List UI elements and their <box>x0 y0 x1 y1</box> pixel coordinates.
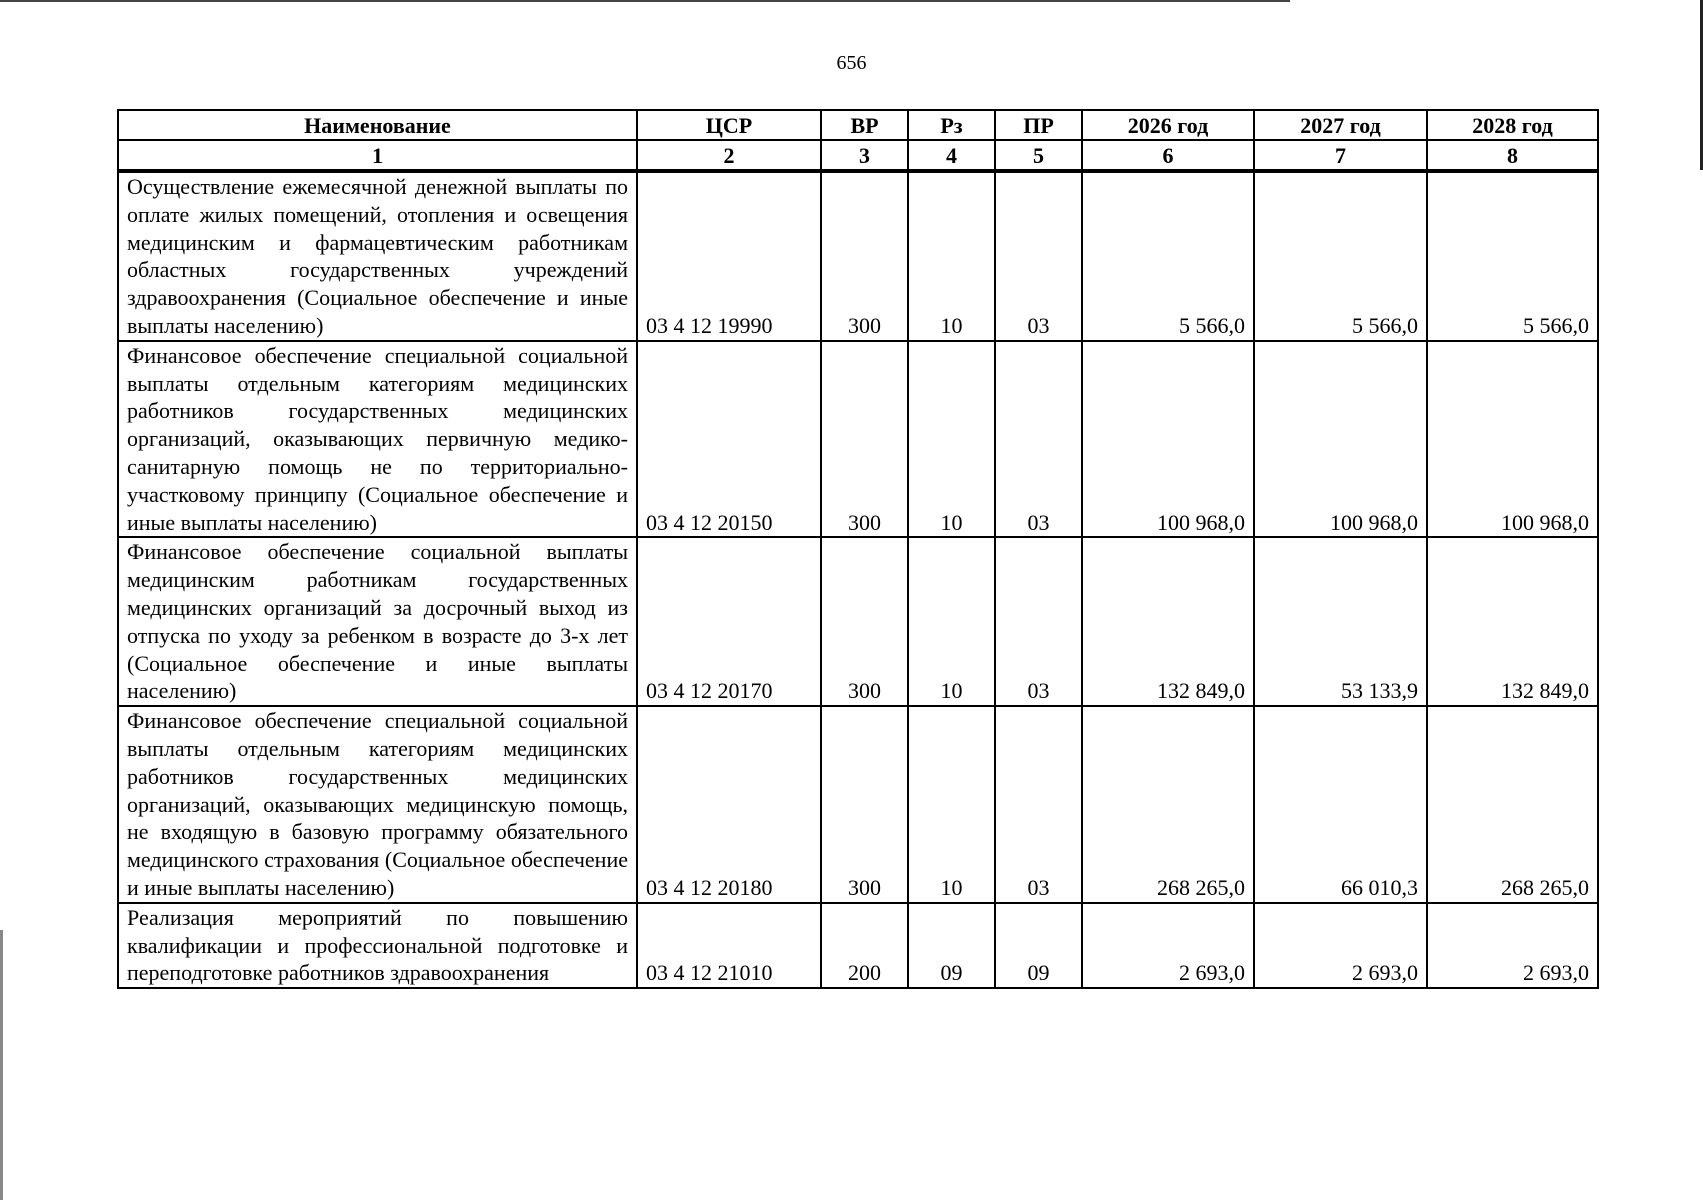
row-amount-2027: 2 693,0 <box>1254 903 1427 988</box>
row-csr: 03 4 12 21010 <box>637 903 821 988</box>
row-csr: 03 4 12 20170 <box>637 537 821 706</box>
row-rz: 10 <box>908 171 995 341</box>
row-pr: 03 <box>995 341 1082 538</box>
row-vr: 300 <box>821 706 908 903</box>
column-number: 4 <box>908 140 995 171</box>
column-number: 8 <box>1427 140 1598 171</box>
header-2026: 2026 год <box>1082 110 1254 140</box>
row-amount-2028: 100 968,0 <box>1427 341 1598 538</box>
row-amount-2027: 100 968,0 <box>1254 341 1427 538</box>
row-amount-2027: 53 133,9 <box>1254 537 1427 706</box>
budget-table <box>117 109 1599 989</box>
table-row <box>118 341 1598 538</box>
row-vr: 300 <box>821 171 908 341</box>
row-amount-2028: 132 849,0 <box>1427 537 1598 706</box>
header-name: Наименование <box>118 110 637 140</box>
row-csr: 03 4 12 20150 <box>637 341 821 538</box>
scan-edge-left <box>0 930 3 1200</box>
row-pr: 09 <box>995 903 1082 988</box>
page-number: 656 <box>836 52 867 74</box>
row-name: Реализация мероприятий по повышению квалификации и профессиональной подготовке и переподготовке работников здравоохранения <box>118 903 637 988</box>
table-row <box>118 171 1598 341</box>
row-amount-2026: 5 566,0 <box>1082 171 1254 341</box>
row-amount-2026: 268 265,0 <box>1082 706 1254 903</box>
column-number: 5 <box>995 140 1082 171</box>
column-number-row <box>118 140 1598 171</box>
row-rz: 10 <box>908 706 995 903</box>
row-amount-2026: 100 968,0 <box>1082 341 1254 538</box>
row-rz: 09 <box>908 903 995 988</box>
column-number: 6 <box>1082 140 1254 171</box>
row-amount-2026: 2 693,0 <box>1082 903 1254 988</box>
row-pr: 03 <box>995 537 1082 706</box>
header-csr: ЦСР <box>637 110 821 140</box>
row-amount-2028: 2 693,0 <box>1427 903 1598 988</box>
row-vr: 300 <box>821 341 908 538</box>
header-row <box>118 110 1598 140</box>
table-row <box>118 537 1598 706</box>
row-amount-2027: 5 566,0 <box>1254 171 1427 341</box>
row-rz: 10 <box>908 537 995 706</box>
row-rz: 10 <box>908 341 995 538</box>
row-pr: 03 <box>995 171 1082 341</box>
header-pr: ПР <box>995 110 1082 140</box>
row-vr: 300 <box>821 537 908 706</box>
column-number: 3 <box>821 140 908 171</box>
table-row <box>118 903 1598 988</box>
row-name: Осуществление ежемесячной денежной выплаты по оплате жилых помещений, отопления и освещения медицинским и фармацевтическим работникам областных государственных учреждений здравоохранения (Социальное обеспечение и иные выплаты населению) <box>118 171 637 341</box>
row-csr: 03 4 12 20180 <box>637 706 821 903</box>
table-row <box>118 706 1598 903</box>
header-rz: Рз <box>908 110 995 140</box>
row-pr: 03 <box>995 706 1082 903</box>
row-name: Финансовое обеспечение специальной социальной выплаты отдельным категориям медицинских работников государственных медицинских организаций, оказывающих первичную медико-санитарную помощь не по территориально-участковому принципу (Социальное обеспечение и иные выплаты населению) <box>118 341 637 538</box>
row-amount-2027: 66 010,3 <box>1254 706 1427 903</box>
row-amount-2028: 5 566,0 <box>1427 171 1598 341</box>
row-amount-2026: 132 849,0 <box>1082 537 1254 706</box>
row-name: Финансовое обеспечение специальной социальной выплаты отдельным категориям медицинских работников государственных медицинских организаций, оказывающих медицинскую помощь, не входящую в базовую программу обязательного медицинского страхования (Социальное обеспечение и иные выплаты населению) <box>118 706 637 903</box>
scan-edge-top <box>0 0 1290 2</box>
row-amount-2028: 268 265,0 <box>1427 706 1598 903</box>
row-vr: 200 <box>821 903 908 988</box>
header-vr: ВР <box>821 110 908 140</box>
row-name: Финансовое обеспечение социальной выплаты медицинским работникам государственных медицинских организаций за досрочный выход из отпуска по уходу за ребенком в возрасте до 3-х лет (Социальное обеспечение и иные выплаты населению) <box>118 537 637 706</box>
header-2027: 2027 год <box>1254 110 1427 140</box>
header-2028: 2028 год <box>1427 110 1598 140</box>
column-number: 1 <box>118 140 637 171</box>
column-number: 2 <box>637 140 821 171</box>
row-csr: 03 4 12 19990 <box>637 171 821 341</box>
column-number: 7 <box>1254 140 1427 171</box>
